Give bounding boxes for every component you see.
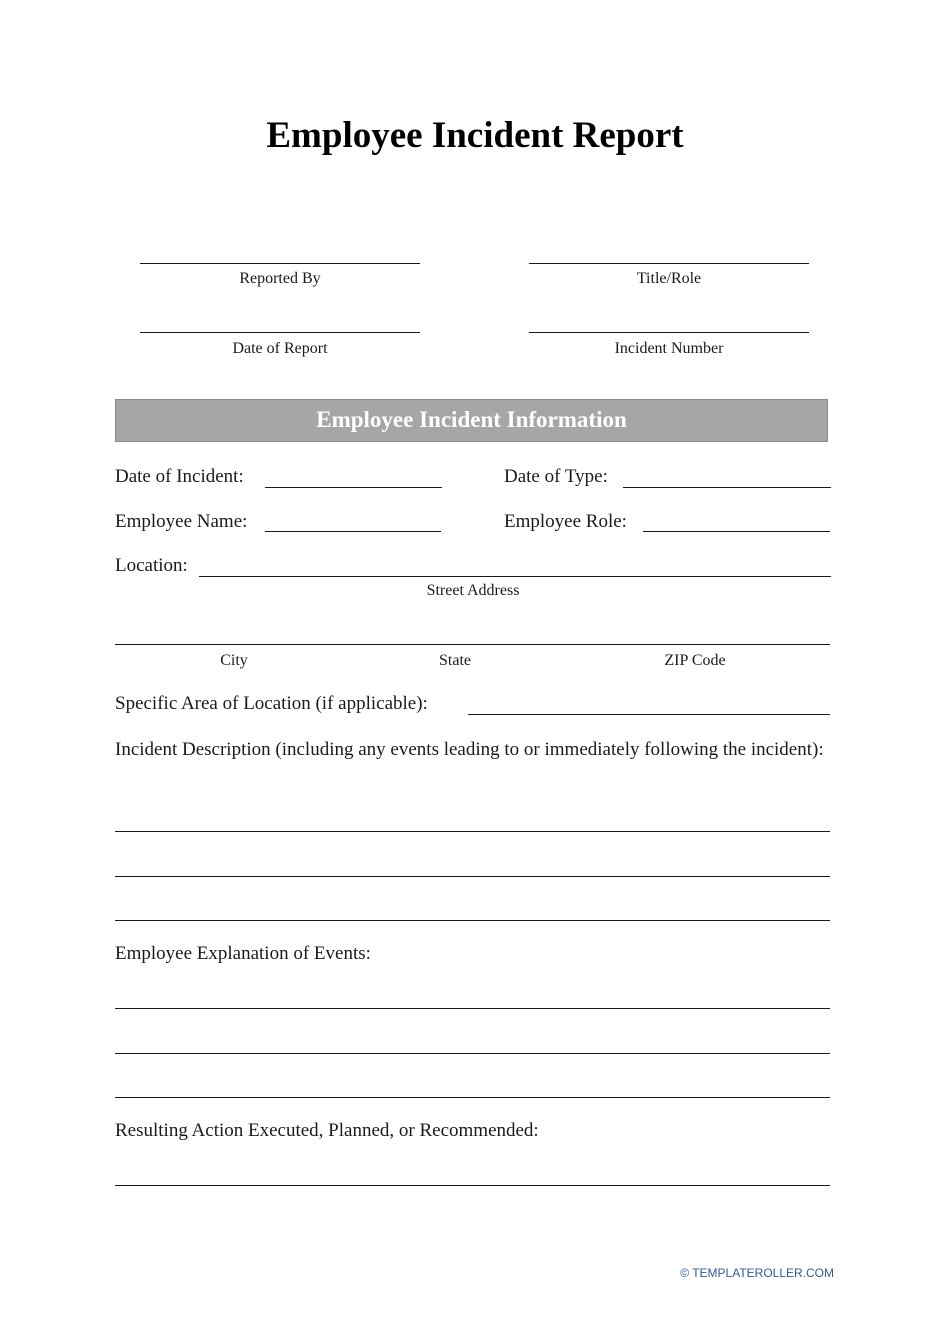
section-banner: Employee Incident Information bbox=[115, 399, 828, 442]
employee-role-label: Employee Role: bbox=[504, 511, 627, 532]
specific-area-line[interactable] bbox=[468, 714, 830, 715]
employee-explanation-line[interactable] bbox=[115, 1053, 830, 1054]
incident-description-line[interactable] bbox=[115, 831, 830, 832]
street-address-caption: Street Address bbox=[426, 582, 520, 599]
incident-number-line[interactable] bbox=[529, 332, 809, 333]
specific-area-label: Specific Area of Location (if applicable): bbox=[115, 693, 428, 714]
date-of-type-line[interactable] bbox=[623, 487, 831, 488]
resulting-action-line[interactable] bbox=[115, 1185, 830, 1186]
employee-explanation-line[interactable] bbox=[115, 1008, 830, 1009]
location-label: Location: bbox=[115, 555, 188, 576]
reported-by-line[interactable] bbox=[140, 263, 420, 264]
date-of-incident-label: Date of Incident: bbox=[115, 466, 244, 487]
resulting-action-label: Resulting Action Executed, Planned, or Recommended: bbox=[115, 1120, 539, 1141]
employee-role-line[interactable] bbox=[643, 531, 830, 532]
employee-name-line[interactable] bbox=[265, 531, 441, 532]
employee-explanation-label: Employee Explanation of Events: bbox=[115, 943, 371, 964]
copyright-footer[interactable]: © TEMPLATEROLLER.COM bbox=[680, 1266, 834, 1280]
state-caption: State bbox=[439, 652, 471, 669]
reported-by-caption: Reported By bbox=[239, 270, 321, 287]
incident-description-line[interactable] bbox=[115, 876, 830, 877]
incident-description-line[interactable] bbox=[115, 920, 830, 921]
incident-number-caption: Incident Number bbox=[614, 340, 724, 357]
zip-code-caption: ZIP Code bbox=[664, 652, 726, 669]
date-of-report-line[interactable] bbox=[140, 332, 420, 333]
city-caption: City bbox=[220, 652, 248, 669]
document-title: Employee Incident Report bbox=[266, 115, 684, 156]
date-of-report-caption: Date of Report bbox=[232, 340, 328, 357]
employee-explanation-line[interactable] bbox=[115, 1097, 830, 1098]
employee-name-label: Employee Name: bbox=[115, 511, 248, 532]
title-role-caption: Title/Role bbox=[636, 270, 702, 287]
city-state-zip-line[interactable] bbox=[115, 644, 830, 645]
date-of-type-label: Date of Type: bbox=[504, 466, 608, 487]
date-of-incident-line[interactable] bbox=[265, 487, 442, 488]
incident-description-label: Incident Description (including any events leading to or immediately following the incident): bbox=[115, 739, 824, 760]
title-role-line[interactable] bbox=[529, 263, 809, 264]
street-address-line[interactable] bbox=[199, 576, 831, 577]
